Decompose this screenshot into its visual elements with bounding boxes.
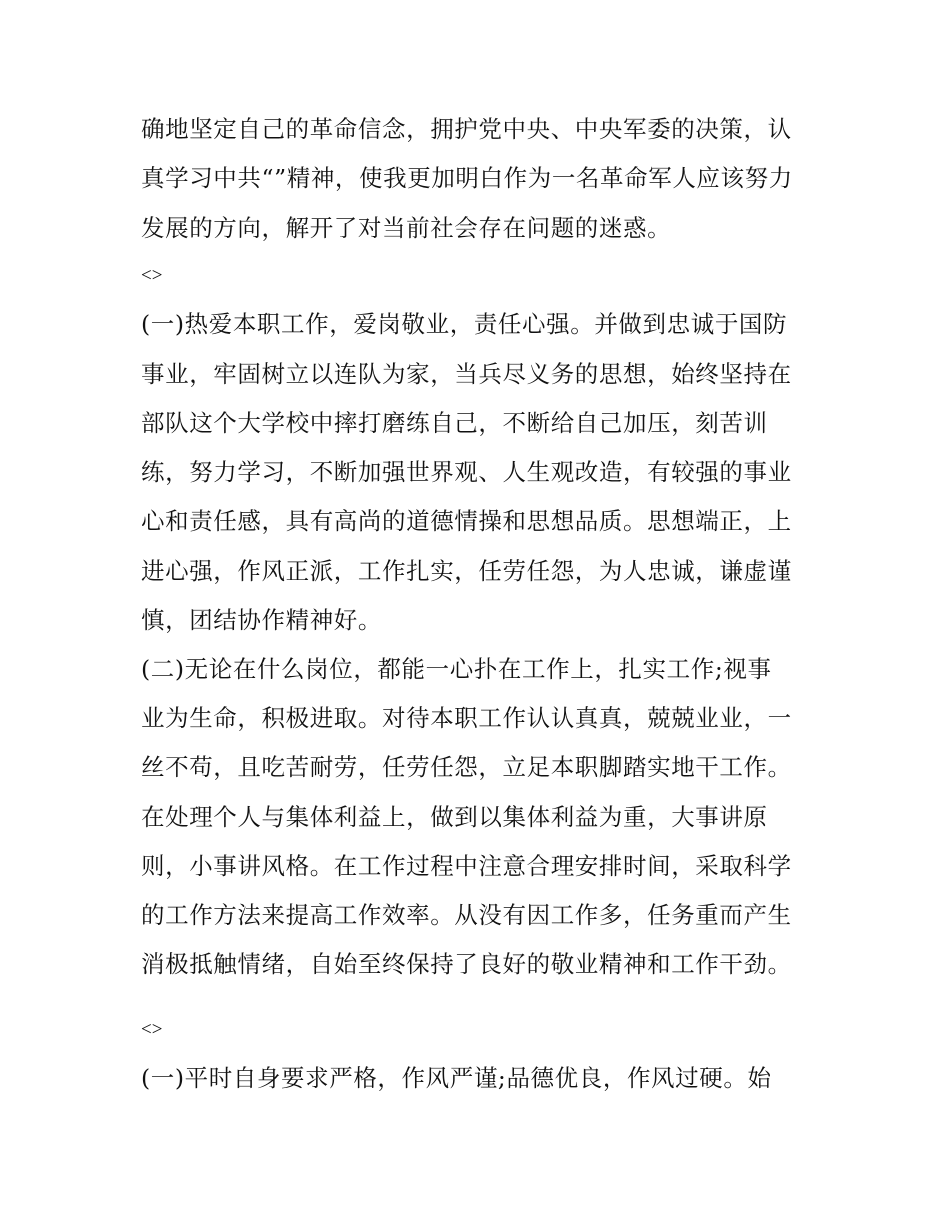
text-line-7: 部队这个大学校中摔打磨练自己，不断给自己加压，刻苦训 <box>141 409 768 437</box>
text-line-20: (一)平时自身要求严格，作风严谨;品德优良，作风过硬。始 <box>141 1064 772 1092</box>
text-line-10: 进心强，作风正派，工作扎实，任劳任怨，为人忠诚，谦虚谨 <box>141 557 792 585</box>
text-line-5: (一)热爱本职工作，爱岗敬业，责任心强。并做到忠诚于国防 <box>141 310 788 338</box>
text-line-16: 则，小事讲风格。在工作过程中注意合理安排时间，采取科学 <box>141 852 792 880</box>
text-line-2: 真学习中共“”精神，使我更加明白作为一名革命军人应该努力 <box>141 164 793 192</box>
text-line-6: 事业，牢固树立以连队为家，当兵尽义务的思想，始终坚持在 <box>141 360 792 388</box>
text-line-9: 心和责任感，具有高尚的道德情操和思想品质。思想端正，上 <box>141 507 792 535</box>
text-line-17: 的工作方法来提高工作效率。从没有因工作多，任务重而产生 <box>141 901 792 929</box>
text-line-12: (二)无论在什么岗位，都能一心扑在工作上，扎实工作;视事 <box>141 655 772 683</box>
section-separator: <> <box>141 1019 163 1040</box>
text-line-15: 在处理个人与集体利益上，做到以集体利益为重，大事讲原 <box>141 803 768 831</box>
text-line-14: 丝不苟，且吃苦耐劳，任劳任怨，立足本职脚踏实地干工作。 <box>141 753 792 781</box>
text-line-11: 慎，团结协作精神好。 <box>141 606 382 634</box>
text-line-1: 确地坚定自己的革命信念，拥护党中央、中央军委的决策，认 <box>141 115 792 143</box>
text-line-13: 业为生命，积极进取。对待本职工作认认真真，兢兢业业，一 <box>141 704 792 732</box>
text-line-3: 发展的方向，解开了对当前社会存在问题的迷惑。 <box>141 214 672 242</box>
text-line-18: 消极抵触情绪，自始至终保持了良好的敬业精神和工作干劲。 <box>141 950 792 978</box>
section-separator: <> <box>141 265 163 286</box>
text-line-8: 练，努力学习，不断加强世界观、人生观改造，有较强的事业 <box>141 458 792 486</box>
